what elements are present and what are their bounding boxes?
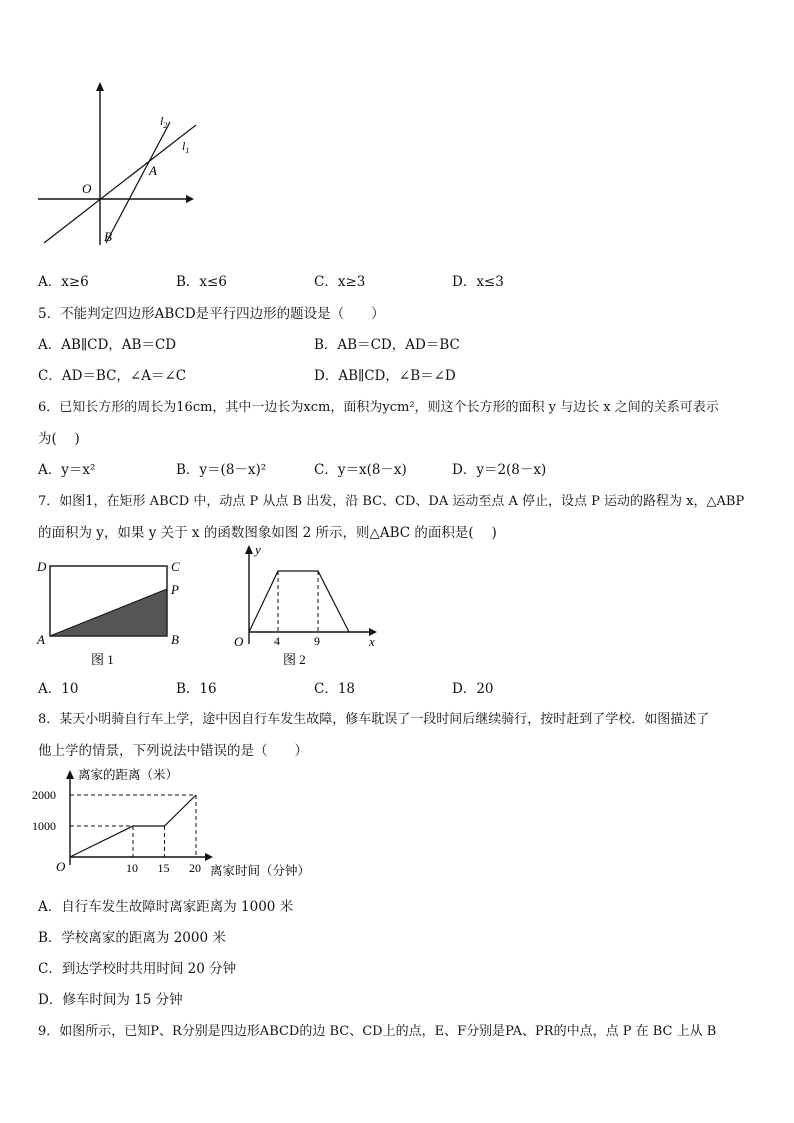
q7-stem-line2: 的面积为 y，如果 y 关于 x 的函数图象如图 2 所示，则△ABC 的面积是( ) [38,525,497,541]
label-c: C [171,559,180,574]
x-tick-label: 20 [189,861,201,875]
x-axis-arrow [205,853,213,861]
function-graph [249,571,349,632]
label-b: B [104,229,112,244]
label-a: A [37,632,45,647]
x-tick-label: 15 [157,861,170,875]
x-axis-label: 离家时间（分钟） [210,864,311,878]
q7-figure-2 [225,540,385,672]
y-axis-label: 离家的距离（米） [78,768,179,782]
q8-option-b: B．学校离家的距离为 2000 米 [38,930,226,946]
q8-stem-line2: 他上学的情景，下列说法中错误的是（ ） [38,743,308,759]
q6-stem-line1: 6．已知长方形的周长为16cm，其中一边长为xcm，面积为ycm²，则这个长方形的面积 y 与边长 x 之间的关系可表示 [38,400,719,415]
q4-figure [30,75,210,250]
q7-stem-line1: 7．如图1，在矩形 ABCD 中，动点 P 从点 B 出发，沿 BC、CD、DA 运动至点 A 停止，设点 P 运动的路程为 x，△ABP [38,494,745,509]
label-a: A [149,163,157,178]
q8-option-c: C．到达学校时共用时间 20 分钟 [38,961,237,977]
q5-option-b: B．AB＝CD，AD＝BC [314,337,460,353]
q7-option-a: A．10 [38,681,79,697]
q6-option-d: D．y＝2(8－x) [452,462,547,478]
q6-stem-line2: 为( ) [38,431,80,447]
y-axis-arrow [66,770,74,779]
label-y: y [255,542,261,557]
x-axis-arrow [186,195,194,203]
q8-distance-time-chart [30,765,330,883]
label-x: x [369,634,375,649]
q5-option-d: D．AB∥CD，∠B＝∠D [314,368,456,384]
q7-figure-1 [34,556,194,672]
q8-option-d: D．修车时间为 15 分钟 [38,992,183,1008]
q7-option-b: B．16 [176,681,217,697]
q9-stem: 9．如图所示，已知P、R分别是四边形ABCD的边 BC、CD上的点，E、F分别是PA、PR的中点，点 P 在 BC 上从 B [38,1024,717,1039]
shaded-triangle-abp [50,589,167,636]
tick-4: 4 [274,634,280,648]
q5-option-a: A．AB∥CD，AB＝CD [38,337,177,353]
origin-label: O [56,859,66,874]
label-p: P [171,582,179,597]
q8-stem-line1: 8．某天小明骑自行车上学，途中因自行车发生故障，修车耽误了一段时间后继续骑行，按时赶到了学校．如图描述了 [38,712,710,727]
q7-option-d: D．20 [452,681,494,697]
label-l2: $l_2$ [160,114,168,130]
caption-fig2: 图 2 [283,652,306,667]
q7-option-c: C．18 [314,681,356,697]
label-o: O [82,181,92,196]
line-l1 [44,125,196,243]
x-tick-label: 10 [126,861,138,875]
tick-9: 9 [314,634,320,648]
caption-fig1: 图 1 [91,652,114,667]
label-d: D [37,559,47,574]
q6-option-b: B．y＝(8－x)² [176,462,267,478]
q4-option-c: C．x≥3 [314,274,366,290]
q6-option-a: A．y＝x² [38,462,96,478]
q4-option-b: B．x≤6 [176,274,227,290]
q5-option-c: C．AD＝BC，∠A＝∠C [38,368,187,384]
q8-option-a: A．自行车发生故障时离家距离为 1000 米 [38,899,294,915]
label-b: B [171,632,179,647]
y-axis-arrow [96,82,104,91]
line-l2 [106,122,170,243]
label-l1: $l_1$ [182,139,190,155]
q6-option-c: C．y＝x(8－x) [314,462,407,478]
label-o: O [234,634,244,649]
q4-option-a: A．x≥6 [38,274,89,290]
y-tick-label: 1000 [32,819,56,833]
y-axis-arrow [245,545,253,554]
q5-stem: 5．不能判定四边形ABCD是平行四边形的题设是（ ） [38,306,385,322]
y-tick-label: 2000 [32,788,56,802]
q4-option-d: D．x≤3 [452,274,504,290]
